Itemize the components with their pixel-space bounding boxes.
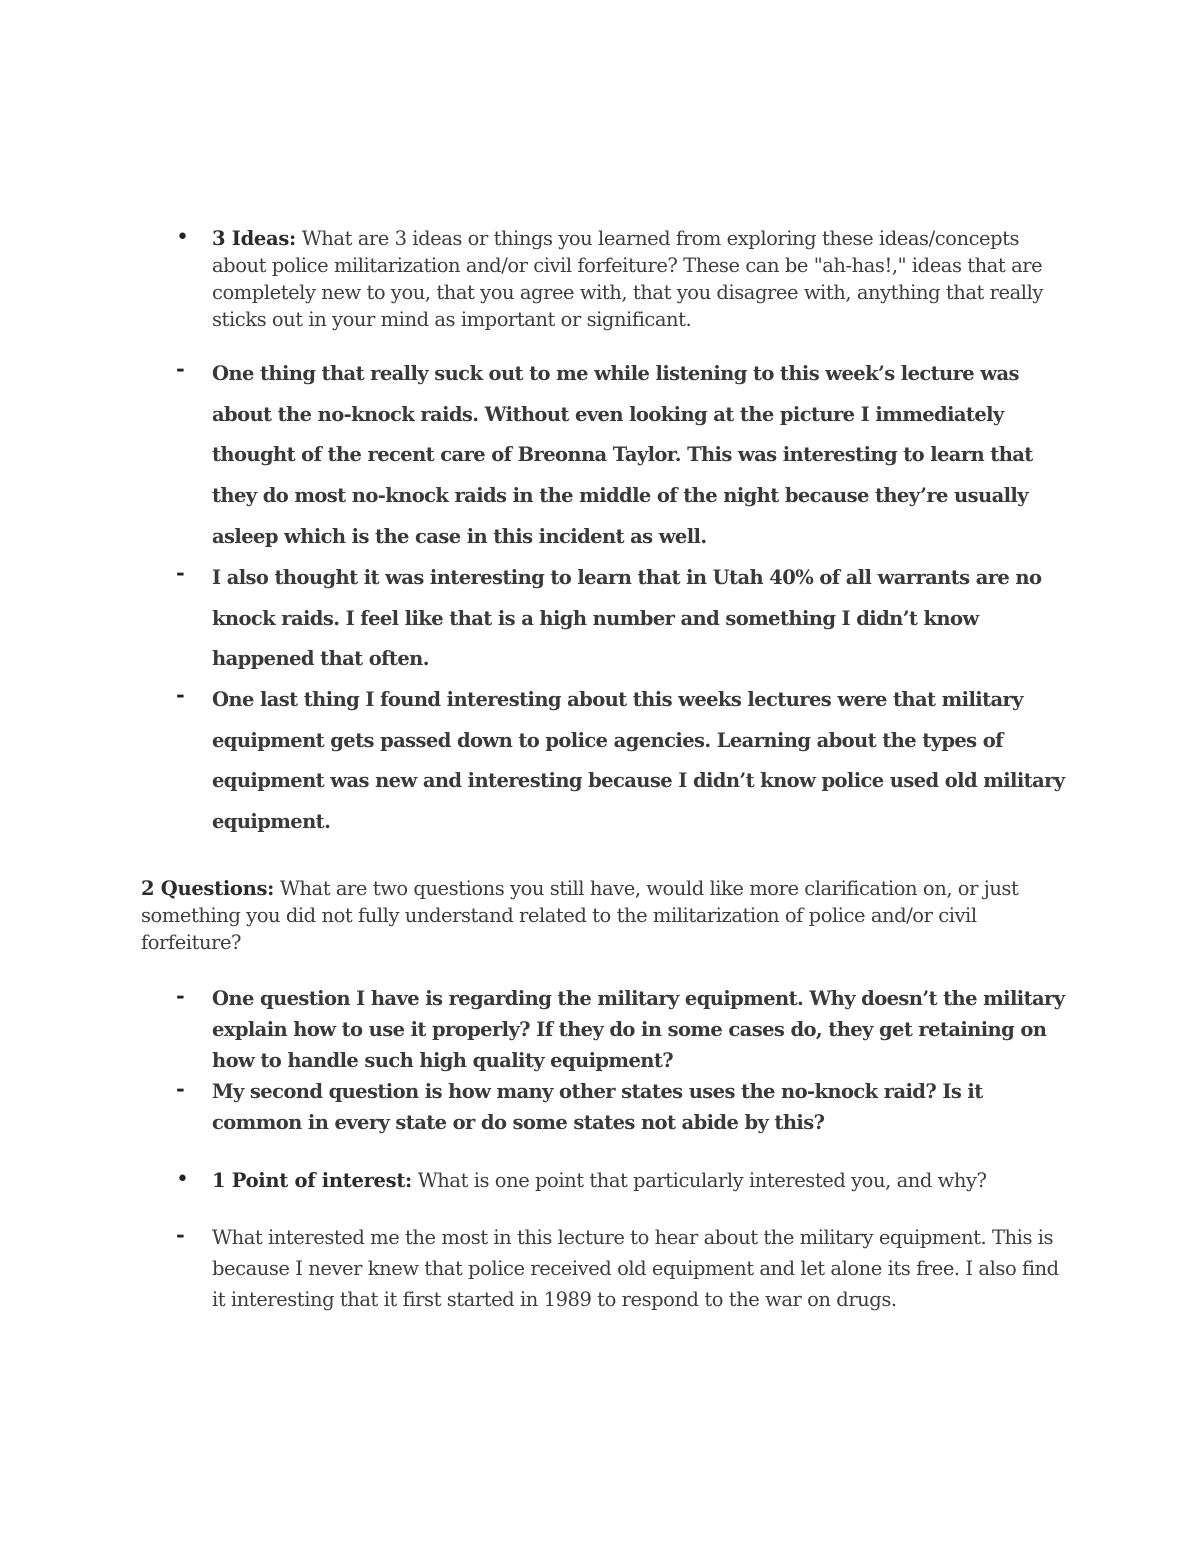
ideas-answer-text: I also thought it was interesting to learn that in Utah 40% of all warrants are no knock raids. I feel like that is a high number and something I didn’t know happened that often. — [212, 566, 1042, 671]
dash-icon: - — [176, 1076, 185, 1101]
interest-prompt — [212, 1167, 1072, 1194]
questions-prompt-text: What are two questions you still have, would like more clarification on, or just something you did not fully understand related to the militarization of police and/or civil forfeiture? — [141, 877, 1019, 954]
interest-heading: 1 Point of interest: — [212, 1169, 412, 1192]
dash-icon: - — [176, 356, 185, 381]
dash-icon: - — [176, 983, 185, 1008]
ideas-prompt-text: What are 3 ideas or things you learned from exploring these ideas/concepts about police militarization and/or civil forfeiture? These can be "ah-has!," ideas that are completely new to you, that you agree with, that you disagree with, anything that really sticks out in your mind as important or significant. — [212, 227, 1043, 331]
ideas-prompt — [212, 225, 1072, 333]
interest-prompt-text: What is one point that particularly interested you, and why? — [417, 1169, 987, 1192]
questions-prompt — [141, 875, 1041, 956]
dash-icon: - — [176, 560, 185, 585]
dash-icon: - — [176, 1222, 185, 1247]
bullet-icon: • — [176, 225, 189, 250]
dash-icon: - — [176, 682, 185, 707]
questions-answer-text: One question I have is regarding the military equipment. Why doesn’t the military explain how to use it properly? If they do in some cases do, they get retaining on how to handle such high quality equipment? — [212, 987, 1065, 1072]
questions-answer-text: My second question is how many other states uses the no-knock raid? Is it common in every state or do some states not abide by this? — [212, 1080, 983, 1134]
bullet-icon: • — [176, 1167, 189, 1192]
questions-heading: 2 Questions: — [141, 877, 275, 900]
ideas-answer-text: One last thing I found interesting about this weeks lectures were that military equipment gets passed down to police agencies. Learning about the types of equipment was new and interesting because I didn’t know police used old military equipment. — [212, 688, 1065, 834]
interest-answer-text: What interested me the most in this lecture to hear about the military equipment. This is because I never knew that police received old equipment and let alone its free. I also find it interesting that it first started in 1989 to respond to the war on drugs. — [212, 1226, 1059, 1311]
ideas-heading: 3 Ideas: — [212, 227, 296, 250]
ideas-answer-text: One thing that really suck out to me while listening to this week’s lecture was about the no-knock raids. Without even looking at the picture I immediately thought of the recent care of Breonna Taylor. This was interesting to learn that they do most no-knock raids in the middle of the night because they’re usually asleep which is the case in this incident as well. — [212, 362, 1033, 548]
